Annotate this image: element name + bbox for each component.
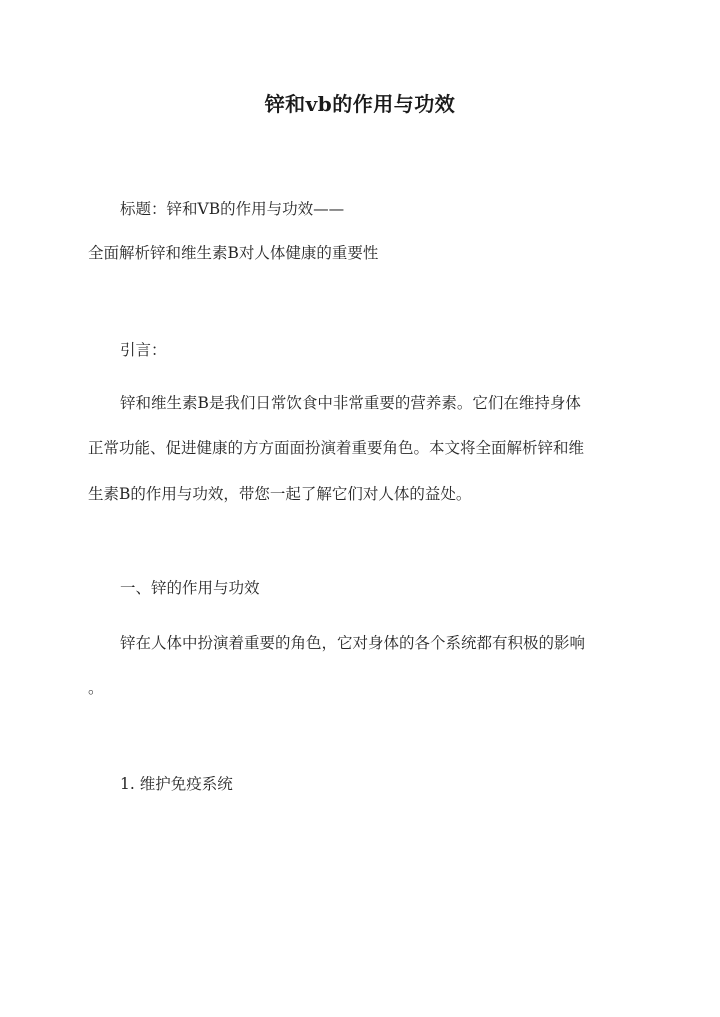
- section-1-paragraph-line-1: 锌在人体中扮演着重要的角色，它对身体的各个系统都有积极的影响: [120, 634, 586, 652]
- intro-paragraph-line-1: 锌和维生素B是我们日常饮食中非常重要的营养素。它们在维持身体: [120, 394, 581, 412]
- intro-paragraph-line-3: 生素B的作用与功效，带您一起了解它们对人体的益处。: [88, 485, 472, 503]
- document-title: 锌和vb的作用与功效: [264, 92, 456, 116]
- section-1-paragraph-line-2: 。: [88, 679, 104, 697]
- section-1-heading: 一、锌的作用与功效: [120, 579, 260, 597]
- subtitle-line-2: 全面解析锌和维生素B对人体健康的重要性: [88, 244, 379, 262]
- intro-paragraph-line-2: 正常功能、促进健康的方方面面扮演着重要角色。本文将全面解析锌和维: [88, 439, 585, 457]
- subtitle-line-1: 标题：锌和VB的作用与功效——: [120, 200, 345, 218]
- item-1-heading: 1. 维护免疫系统: [120, 775, 233, 793]
- intro-heading: 引言：: [120, 341, 167, 359]
